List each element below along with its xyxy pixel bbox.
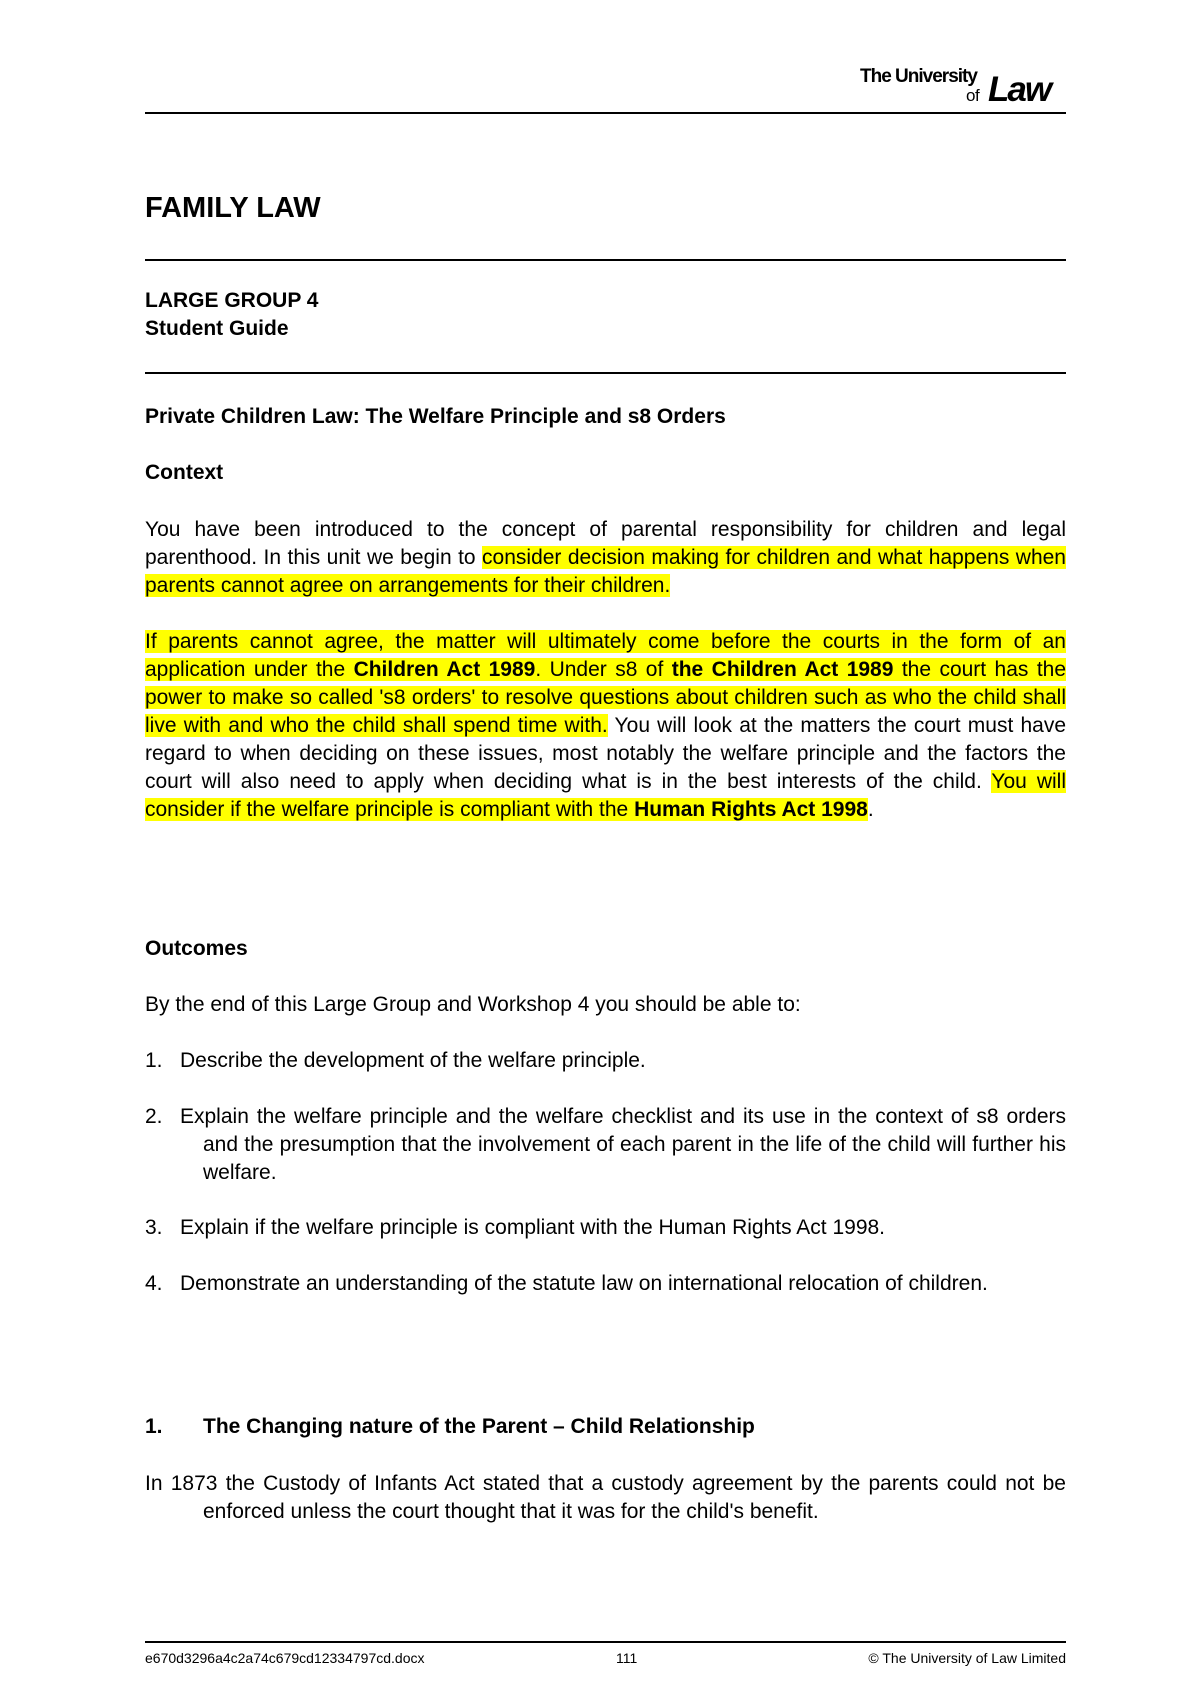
subtitle-rule xyxy=(145,372,1066,374)
list-item: 2. Explain the welfare principle and the welfare checklist and its use in the context of s8 orders and the presumption that the involvement of each parent in the life of the child will further his welfare. xyxy=(145,1105,1066,1184)
section-title: The Changing nature of the Parent – Child Relationship xyxy=(203,1415,755,1438)
list-item: 1. Describe the development of the welfare principle. xyxy=(145,1049,646,1072)
highlighted-text: consider decision making for children and what happens when parents cannot agree on arrangements for their children. xyxy=(145,546,1066,597)
footer-copyright: © The University of Law Limited xyxy=(868,1650,1066,1666)
outcomes-heading: Outcomes xyxy=(145,937,248,960)
title-rule xyxy=(145,259,1066,261)
topic-heading: Private Children Law: The Welfare Principle and s8 Orders xyxy=(145,405,726,428)
section-number: 1. xyxy=(145,1415,163,1438)
document-title: FAMILY LAW xyxy=(145,192,321,224)
list-item: 3. Explain if the welfare principle is compliant with the Human Rights Act 1998. xyxy=(145,1216,886,1239)
header-rule xyxy=(145,112,1066,114)
section-paragraph: In 1873 the Custody of Infants Act stated that a custody agreement by the parents could not be enforced unless the court thought that it was for the child's benefit. xyxy=(145,1472,1066,1523)
guide-label: Student Guide xyxy=(145,317,289,340)
group-label: LARGE GROUP 4 xyxy=(145,289,319,312)
footer-rule xyxy=(145,1641,1066,1643)
context-paragraph-1: You have been introduced to the concept of parental responsibility for children and legal parenthood. In this unit we begin to consider decision making for children and what happens when parents cannot agree on arrangements for their children. xyxy=(145,518,1066,597)
logo-university-text: The University xyxy=(860,66,977,87)
list-item: 4. Demonstrate an understanding of the statute law on international relocation of children. xyxy=(145,1272,988,1295)
outcomes-intro: By the end of this Large Group and Workshop 4 you should be able to: xyxy=(145,993,801,1016)
context-heading: Context xyxy=(145,461,224,484)
footer-filename: e670d3296a4c2a74c679cd12334797cd.docx xyxy=(145,1650,425,1666)
logo-law-text: Law xyxy=(988,70,1051,109)
page-number: 111 xyxy=(616,1650,638,1666)
context-paragraph-2: If parents cannot agree, the matter will ultimately come before the courts in the form of an application under the Children Act 1989. Under s8 of the Children Act 1989 the court has the power to make so called 's8 orders' to resolve questions about children such as who the child shall live with and who the child shall spend time with. You will look at the matters the court must have regard to when deciding on these issues, most notably the welfare principle and the factors the court will also need to apply when deciding what is in the best interests of the child. You will consider if the welfare principle is compliant with the Human Rights Act 1998. xyxy=(145,630,1067,821)
logo-of-text: of xyxy=(966,86,980,105)
